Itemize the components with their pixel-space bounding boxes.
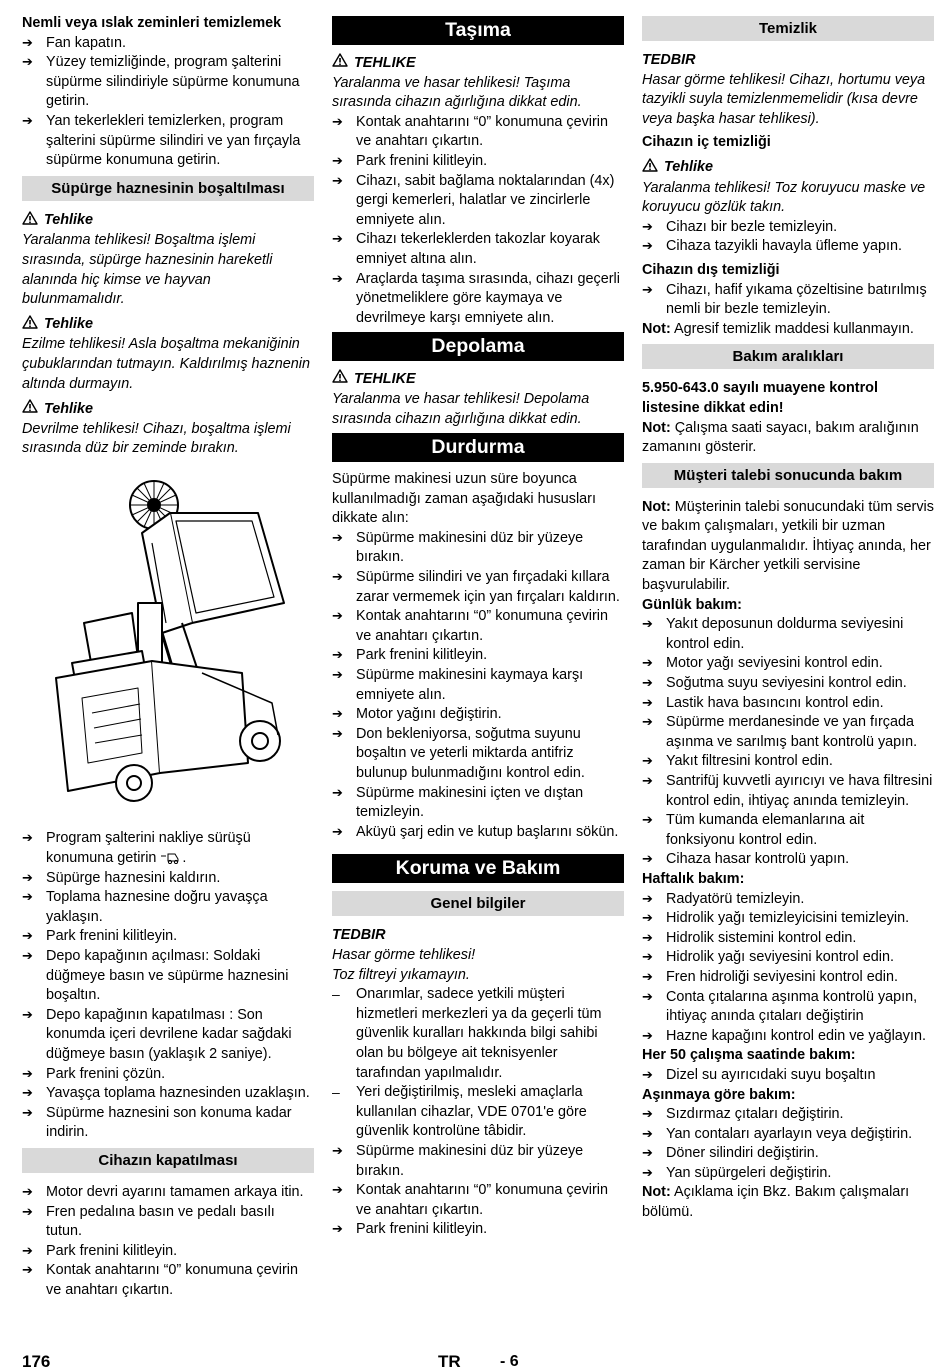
arrow-right-icon: ➔ <box>642 1067 653 1083</box>
dash-bullet-icon: – <box>332 1084 340 1101</box>
subsection-title: Cihazın dış temizliği <box>642 261 780 278</box>
list-item: ➔ Süpürme makinesini düz bir yüzeye bırakın. <box>332 529 584 566</box>
sweeper-dump-illustration <box>42 473 292 813</box>
section-header-black: Koruma ve Bakım <box>332 854 624 883</box>
arrow-right-icon: ➔ <box>22 1204 33 1220</box>
list-item: ➔ Lastik hava basıncını kontrol edin. <box>642 694 934 714</box>
list <box>642 218 934 257</box>
list-item: ➔ Süpürme haznesini son konuma kadar indirin. <box>22 1104 292 1141</box>
column-2 <box>332 14 624 1240</box>
list <box>642 1066 934 1086</box>
arrow-right-icon: ➔ <box>642 1107 653 1123</box>
dash-bullet-icon: – <box>332 986 340 1003</box>
arrow-right-icon: ➔ <box>332 530 343 546</box>
arrow-right-icon: ➔ <box>642 754 653 770</box>
list-item: ➔ Park frenini kilitleyin. <box>332 646 624 666</box>
arrow-right-icon: ➔ <box>332 232 343 248</box>
page-sub-number: - 6 <box>500 1353 519 1370</box>
caution-label: TEDBIR <box>332 927 386 944</box>
warning-label: TEHLIKE <box>332 369 624 390</box>
arrow-right-icon: ➔ <box>332 1143 343 1159</box>
arrow-right-icon: ➔ <box>642 1028 653 1044</box>
warning-text: Yaralanma ve hasar tehlikesi! Depolama sırasında cihazın ağırlığına dikkat edin. <box>332 390 590 427</box>
arrow-right-icon: ➔ <box>642 950 653 966</box>
warning-label: Tehlike <box>642 158 934 179</box>
list <box>642 1105 934 1183</box>
arrow-right-icon: ➔ <box>332 1222 343 1238</box>
caution-text: Toz filtreyi yıkamayın. <box>332 966 470 983</box>
list-item: ➔ Cihazı bir bezle temizleyin. <box>642 218 934 238</box>
arrow-right-icon: ➔ <box>332 726 343 742</box>
list-item: ➔ Süpürme silindiri ve yan fırçadaki kıllara zarar vermemek için yan fırçaları kaldırın. <box>332 569 620 605</box>
warning-text: Yaralanma tehlikesi! Toz koruyucu maske ve koruyucu gözlük takın. <box>642 179 926 216</box>
arrow-right-icon: ➔ <box>642 911 653 927</box>
subsection-title: Günlük bakım: <box>642 596 742 613</box>
list-item: ➔ Yavaşça toplama haznesinden uzaklaşın. <box>22 1084 314 1104</box>
arrow-right-icon: ➔ <box>332 785 343 801</box>
list-item: ➔ Dizel su ayırıcıdaki suyu boşaltın <box>642 1066 934 1086</box>
arrow-right-icon: ➔ <box>642 774 653 789</box>
caution-text: Hasar görme tehlikesi! Cihazı, hortumu veya tazyikli suyla temizlenmemelidir (kısa devre veya başka hasar tehlikesi). <box>642 71 926 127</box>
arrow-right-icon: ➔ <box>642 1146 653 1162</box>
arrow-right-icon: ➔ <box>22 1243 33 1259</box>
list-item: ➔ Park frenini kilitleyin. <box>332 1220 624 1240</box>
list <box>642 615 934 870</box>
note: Not: Agresif temizlik maddesi kullanmayın. <box>642 320 914 337</box>
list-item: ➔ Yan süpürgeleri değiştirin. <box>642 1164 934 1184</box>
subsection-title: Cihazın iç temizliği <box>642 134 771 151</box>
section-header-black: Depolama <box>332 332 624 361</box>
list-item: ➔ Santrifüj kuvvetli ayırıcıyı ve hava filtresini kontrol edin, ihtiyaç anında temizleyin. <box>642 773 933 809</box>
warning-triangle-icon <box>22 315 38 336</box>
arrow-right-icon: ➔ <box>332 271 343 287</box>
list-item: ➔ Yan tekerlekleri temizlerken, program şalterini süpürme silindiri ve yan fırçayla süpürme konumuna getirin. <box>22 112 301 169</box>
column-1 <box>22 14 314 1301</box>
column-3 <box>642 14 934 1223</box>
arrow-right-icon: ➔ <box>642 282 653 298</box>
arrow-right-icon: ➔ <box>22 890 33 906</box>
list-item: ➔ Don bekleniyorsa, soğutma suyunu boşaltın ve yeterli miktarda antifriz bulunup bulunmadığını kontrol edin. <box>332 725 585 781</box>
arrow-right-icon: ➔ <box>642 852 653 868</box>
arrow-right-icon: ➔ <box>22 1263 33 1279</box>
list <box>22 34 314 171</box>
arrow-right-icon: ➔ <box>642 989 653 1005</box>
list-item: ➔ Park frenini kilitleyin. <box>22 927 314 947</box>
language-code: TR <box>438 1352 461 1371</box>
caution-label: TEDBIR <box>642 52 696 68</box>
arrow-right-icon: ➔ <box>22 35 33 51</box>
list-item: ➔ Tüm kumanda elemanlarına ait fonksiyonu kontrol edin. <box>642 812 865 848</box>
arrow-right-icon: ➔ <box>22 949 33 965</box>
list-item: ➔ Araçlarda taşıma sırasında, cihazı geçerli yönetmeliklere göre kaymaya ve devrilmeye karşı emniyete alın. <box>332 270 620 326</box>
arrow-right-icon: ➔ <box>642 219 653 235</box>
list-item: ➔ Park frenini kilitleyin. <box>332 152 624 172</box>
list-item: ➔ Fan kapatın. <box>22 34 314 54</box>
arrow-right-icon: ➔ <box>642 617 653 633</box>
section-header-black: Durdurma <box>332 433 624 462</box>
warning-triangle-icon <box>22 211 38 232</box>
list <box>22 829 314 1143</box>
list-item: ➔ Süpürme makinesini düz bir yüzeye bırakın. <box>332 1142 584 1179</box>
list <box>332 113 624 329</box>
warning-triangle-icon <box>332 369 348 390</box>
section-header: Genel bilgiler <box>332 891 624 916</box>
warning-label: TEHLIKE <box>332 53 624 74</box>
arrow-right-icon: ➔ <box>22 1184 33 1200</box>
arrow-right-icon: ➔ <box>22 870 33 886</box>
list-item: ➔ Cihaza tazyikli havayla üfleme yapın. <box>642 237 934 257</box>
list-item: ➔ Radyatörü temizleyin. <box>642 890 934 910</box>
arrow-right-icon: ➔ <box>332 824 343 840</box>
arrow-right-icon: ➔ <box>642 715 653 731</box>
dash-list <box>332 985 624 1142</box>
warning-label: Tehlike <box>22 315 314 336</box>
warning-text: Yaralanma tehlikesi! Boşaltma işlemi sırasında, süpürge haznesinin hareketli alanında hiç kimse ve hayvan bulunmamalıdır. <box>22 232 273 308</box>
list-item: ➔ Depo kapağının açılması: Soldaki düğmeye basın ve süpürme haznesini boşaltın. <box>22 948 289 1004</box>
list-item: ➔ Yan contaları ayarlayın veya değiştirin. <box>642 1125 934 1145</box>
list-item: ➔ Soğutma suyu seviyesini kontrol edin. <box>642 674 934 694</box>
warning-label: Tehlike <box>22 211 314 232</box>
arrow-right-icon: ➔ <box>642 969 653 985</box>
list-item: ➔ Motor yağını değiştirin. <box>332 705 624 725</box>
list-item: ➔ Park frenini çözün. <box>22 1065 314 1085</box>
list <box>642 281 934 320</box>
section-header: Temizlik <box>642 16 934 41</box>
arrow-right-icon: ➔ <box>332 648 343 664</box>
list-item: ➔ Hidrolik yağı seviyesini kontrol edin. <box>642 948 934 968</box>
list-item: ➔ Fren hidroliği seviyesini kontrol edin. <box>642 968 934 988</box>
list-item: ➔ Conta çıtalarına aşınma kontrolü yapın, ihtiyaç anında çıtaları değiştirin <box>642 988 918 1025</box>
list-item: ➔ Döner silindiri değiştirin. <box>642 1144 934 1164</box>
list-item: – Yeri değiştirilmiş, mesleki amaçlarla kullanılan cihazlar, VDE 0701'e göre güvenlik kontrolüne tâbidir. <box>332 1084 587 1140</box>
list-item: ➔ Program şalterini nakliye sürüşü konumuna getirin . <box>22 830 251 867</box>
list-item: ➔ Yüzey temizliğinde, program şalterini süpürme silindiriyle süpürme konumuna getirin. <box>22 54 300 110</box>
list-item: ➔ Süpürme makinesini kaymaya karşı emniyete alın. <box>332 667 584 703</box>
arrow-right-icon: ➔ <box>332 153 343 169</box>
list-item: ➔ Depo kapağının kapatılması : Son konumda içeri devrilene kadar sağdaki düğmeye basın (yaklaşık 2 saniye). <box>22 1006 292 1062</box>
list-item: ➔ Toplama haznesine doğru yavaşça yaklaşın. <box>22 889 268 925</box>
note: Not: Müşterinin talebi sonucundaki tüm servis ve bakım çalışmaları, yetkili bir uzman tarafından uygulanmalıdır. İhtiyaç anında, her zaman bir Kärcher yetkili servisine başvurulabilir. <box>642 498 934 594</box>
arrow-right-icon: ➔ <box>332 707 343 723</box>
caution-text: Hasar görme tehlikesi! <box>332 946 476 963</box>
arrow-right-icon: ➔ <box>22 831 33 847</box>
list-item: ➔ Hidrolik sistemini kontrol edin. <box>642 929 934 949</box>
warning-text: Ezilme tehlikesi! Asla boşaltma mekaniğinin çubuklarından tutmayın. Kaldırılmış haznenin altında durmayın. <box>22 336 310 392</box>
bold-notice: 5.950-643.0 sayılı muayene kontrol listesine dikkat edin! <box>642 380 878 416</box>
list-item: ➔ Sızdırmaz çıtaları değiştirin. <box>642 1105 934 1125</box>
note: Not: Çalışma saati sayacı, bakım aralığının zamanını gösterir. <box>642 419 919 456</box>
section-header: Müşteri talebi sonucunda bakım <box>642 463 934 488</box>
note: Not: Açıklama için Bkz. Bakım çalışmaları bölümü. <box>642 1184 910 1221</box>
arrow-right-icon: ➔ <box>332 609 343 625</box>
list-item: ➔ Kontak anahtarını “0” konumuna çevirin ve anahtarı çıkartın. <box>332 113 608 150</box>
subsection-title: Aşınmaya göre bakım: <box>642 1086 796 1103</box>
section-header: Süpürge haznesinin boşaltılması <box>22 176 314 201</box>
list-item: ➔ Süpürme makinesini içten ve dıştan temizleyin. <box>332 784 584 821</box>
arrow-right-icon: ➔ <box>642 891 653 907</box>
section-header: Cihazın kapatılması <box>22 1148 314 1173</box>
list-item: – Onarımlar, sadece yetkili müşteri hizmetleri merkezleri ya da geçerli tüm güvenlik kuralları hakkında bilgi sahibi olan bu bölgeye ait teknisyenler tarafından yapılmalıdır. <box>332 986 602 1081</box>
list <box>642 890 934 1047</box>
list <box>332 1142 624 1240</box>
list-item: ➔ Yakıt filtresini kontrol edin. <box>642 752 934 772</box>
list <box>332 529 624 843</box>
list-item: ➔ Hazne kapağını kontrol edin ve yağlayın. <box>642 1027 934 1047</box>
arrow-right-icon: ➔ <box>642 239 653 255</box>
warning-triangle-icon <box>332 53 348 74</box>
section-header-black: Taşıma <box>332 16 624 45</box>
list-item: ➔ Kontak anahtarını “0” konumuna çevirin ve anahtarı çıkartın. <box>332 1182 608 1218</box>
arrow-right-icon: ➔ <box>642 656 653 672</box>
list-item: ➔ Park frenini kilitleyin. <box>22 1242 314 1262</box>
warning-text: Devrilme tehlikesi! Cihazı, boşaltma işlemi sırasında düz bir zeminde bırakın. <box>22 420 291 457</box>
list-item: ➔ Süpürge haznesini kaldırın. <box>22 869 314 889</box>
list-item: ➔ Motor devri ayarını tamamen arkaya itin. <box>22 1183 314 1203</box>
list-item: ➔ Aküyü şarj edin ve kutup başlarını sökün. <box>332 823 624 843</box>
arrow-right-icon: ➔ <box>642 813 653 829</box>
arrow-right-icon: ➔ <box>22 1105 33 1121</box>
arrow-right-icon: ➔ <box>642 930 653 946</box>
section-header: Bakım aralıkları <box>642 344 934 369</box>
paragraph: Süpürme makinesi uzun süre boyunca kullanılmadığı zaman aşağıdaki hususları dikkate alın: <box>332 471 596 527</box>
arrow-right-icon: ➔ <box>22 113 33 129</box>
warning-label: Tehlike <box>22 399 314 420</box>
arrow-right-icon: ➔ <box>332 570 343 586</box>
arrow-right-icon: ➔ <box>642 695 653 711</box>
arrow-right-icon: ➔ <box>332 114 343 130</box>
warning-triangle-icon <box>22 399 38 420</box>
section-title: Nemli veya ıslak zeminleri temizlemek <box>22 15 282 31</box>
list <box>22 1183 314 1301</box>
list-item: ➔ Hidrolik yağı temizleyicisini temizleyin. <box>642 909 934 929</box>
subsection-title: Her 50 çalışma saatinde bakım: <box>642 1047 856 1064</box>
arrow-right-icon: ➔ <box>22 1086 33 1102</box>
arrow-right-icon: ➔ <box>22 55 33 71</box>
arrow-right-icon: ➔ <box>22 1066 33 1082</box>
list-item: ➔ Kontak anahtarını “0” konumuna çevirin ve anahtarı çıkartın. <box>22 1262 298 1298</box>
arrow-right-icon: ➔ <box>332 1183 343 1199</box>
list-item: ➔ Fren pedalına basın ve pedalı basılı tutun. <box>22 1203 275 1240</box>
list-item: ➔ Motor yağı seviyesini kontrol edin. <box>642 654 934 674</box>
warning-text: Yaralanma ve hasar tehlikesi! Taşıma sırasında cihazın ağırlığına dikkat edin. <box>332 74 582 111</box>
list-item: ➔ Cihaza hasar kontrolü yapın. <box>642 850 934 870</box>
transport-drive-icon: . <box>156 850 186 866</box>
arrow-right-icon: ➔ <box>22 1007 33 1023</box>
page-number: 176 <box>22 1352 51 1371</box>
arrow-right-icon: ➔ <box>642 676 653 692</box>
list-item: ➔ Süpürme merdanesinde ve yan fırçada aşınma ve sarılmış bant kontrolü yapın. <box>642 714 918 750</box>
list-item: ➔ Cihazı tekerleklerden takozlar koyarak emniyet altına alın. <box>332 231 600 267</box>
subsection-title: Haftalık bakım: <box>642 870 745 887</box>
arrow-right-icon: ➔ <box>22 929 33 945</box>
arrow-right-icon: ➔ <box>332 668 343 684</box>
arrow-right-icon: ➔ <box>642 1126 653 1142</box>
list-item: ➔ Kontak anahtarını “0” konumuna çevirin ve anahtarı çıkartın. <box>332 608 608 644</box>
arrow-right-icon: ➔ <box>332 173 343 189</box>
list-item: ➔ Yakıt deposunun doldurma seviyesini kontrol edin. <box>642 616 904 652</box>
warning-triangle-icon <box>642 158 658 179</box>
arrow-right-icon: ➔ <box>642 1165 653 1181</box>
list-item: ➔ Cihazı, sabit bağlama noktalarından (4x) gergi kemerleri, halatlar ve zincirlerle emniyete alın. <box>332 172 615 228</box>
list-item: ➔ Cihazı, hafif yıkama çözeltisine batırılmış nemli bir bezle temizleyin. <box>642 281 927 318</box>
